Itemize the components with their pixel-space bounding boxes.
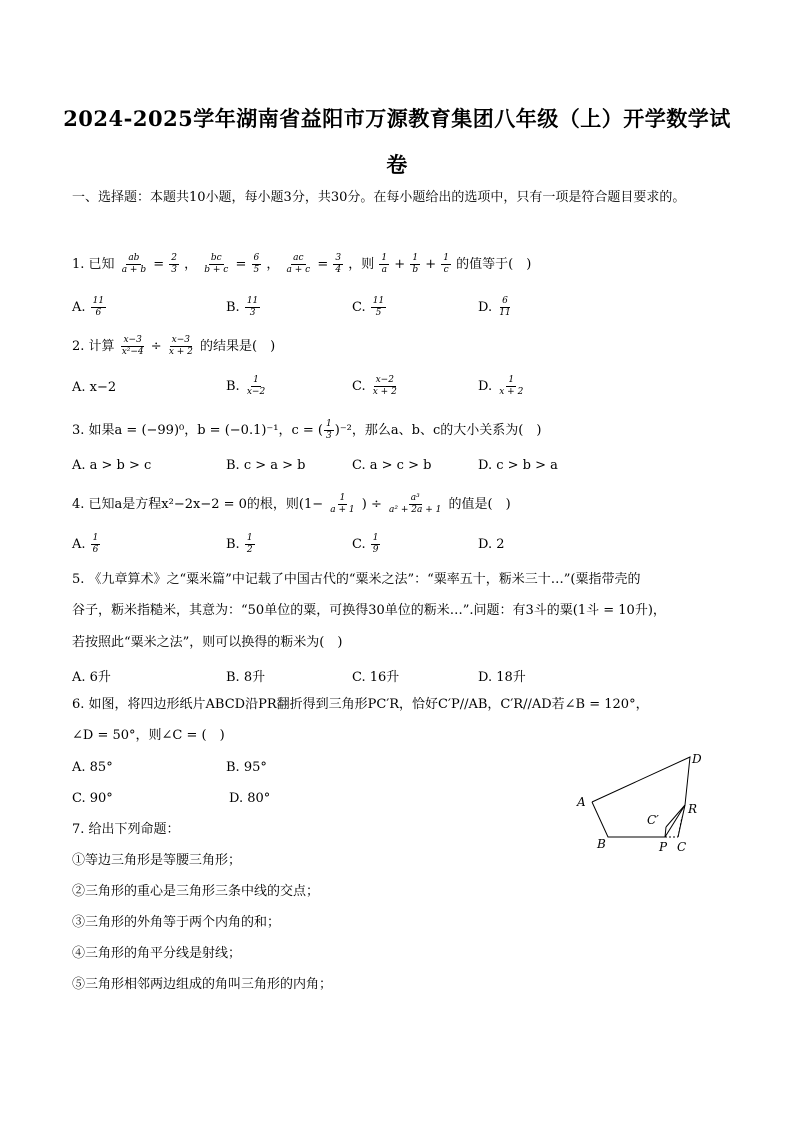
- q7-item-2: ②三角形的重心是三角形三条中线的交点；: [72, 884, 320, 899]
- q2-option-b[interactable]: B. $\frac{1}{x-2}$: [226, 375, 266, 397]
- label-b: B: [597, 837, 606, 851]
- q1-option-a[interactable]: A. $\frac{11}{6}$: [72, 296, 105, 318]
- label-p: P: [659, 840, 668, 854]
- label-c-prime: C′: [647, 813, 659, 827]
- q1-option-d[interactable]: D. $\frac{6}{11}$: [478, 296, 511, 318]
- q6-option-d[interactable]: D. 80°: [229, 791, 271, 806]
- q2-option-c[interactable]: C. $\frac{x-2}{x + 2}$: [352, 375, 397, 397]
- q3-option-b[interactable]: B. c > a > b: [226, 458, 306, 473]
- q3-option-c[interactable]: C. a > c > b: [352, 458, 432, 473]
- question-7: 7. 给出下列命题：: [72, 822, 180, 837]
- q7-item-3: ③三角形的外角等于两个内角的和；: [72, 915, 281, 930]
- q2-option-a[interactable]: A. x−2: [72, 380, 117, 395]
- q5-option-c[interactable]: C. 16升: [352, 670, 400, 685]
- question-1: 1. 已知 $\frac{ab}{a + b}$ = $\frac{2}{3}$ ， $\frac{bc}{b + c}$ = $\frac{6}{5}$ ， $\frac{ac}{a + c}$ = $\frac{3}{4}$ ，则 $\frac{1}{a}$ + $\frac{1}{b}$ + $\frac{1}{c}$ 的值等于( ): [72, 253, 532, 275]
- question-5-line-3: 若按照此“粟米之法”，则可以换得的粝米为( ): [72, 635, 343, 650]
- question-6-line-1: 6. 如图，将四边形纸片ABCD沿PR翻折得到三角形PC′R，恰好C′P//AB，C′R//AD若∠B = 120°，: [72, 697, 649, 712]
- question-5-line-1: 5. 《九章算术》之“粟米篇”中记载了中国古代的“粟米之法”：“粟率五十，粝米三十…”(粟指带壳的: [72, 572, 641, 587]
- label-r: R: [688, 802, 698, 816]
- q5-option-b[interactable]: B. 8升: [226, 670, 266, 685]
- page-title: 2024-2025学年湖南省益阳市万源教育集团八年级（上）开学数学试卷: [63, 106, 731, 177]
- q1-option-b[interactable]: B. $\frac{11}{3}$: [226, 296, 259, 318]
- q3-option-d[interactable]: D. c > b > a: [478, 458, 558, 473]
- question-3: 3. 如果a = (−99)⁰，b = (−0.1)⁻¹，c = ( $\frac{1}{3}$ )⁻²，那么a、b、c的大小关系为( ): [72, 419, 542, 441]
- question-5-line-2: 谷子，粝米指糙米，其意为：“50单位的粟，可换得30单位的粝米…”.问题：有3斗的粟(1斗 = 10升)，: [72, 603, 666, 618]
- label-d: D: [692, 752, 702, 766]
- question-6-line-2: ∠D = 50°，则∠C = ( ): [72, 728, 225, 743]
- q5-option-d[interactable]: D. 18升: [478, 670, 526, 685]
- q1-option-c[interactable]: C. $\frac{11}{5}$: [352, 296, 385, 318]
- question-4: 4. 已知a是方程x²−2x−2 = 0的根，则(1− $\frac{1}{a + 1}$ ) ÷ $\frac{\text{a³}}{\text{a² + 2a + 1}}$ 的值是( ): [72, 493, 511, 515]
- q4-option-c[interactable]: C. $\frac{1}{9}$: [352, 533, 379, 555]
- q4-option-b[interactable]: B. $\frac{1}{2}$: [226, 533, 253, 555]
- label-c: C: [677, 840, 687, 854]
- q6-option-b[interactable]: B. 95°: [226, 760, 267, 775]
- section-heading: 一、选择题：本题共10小题，每小题3分，共30分。在每小题给出的选项中，只有一项是符合题目要求的。: [72, 190, 686, 205]
- q3-option-a[interactable]: A. a > b > c: [72, 458, 152, 473]
- q7-item-1: ①等边三角形是等腰三角形；: [72, 853, 242, 868]
- question-2: 2. 计算 $\frac{x-3}{\text{x²−4}}$ ÷ $\frac{x-3}{x + 2}$ 的结果是( ): [72, 335, 276, 357]
- q7-item-5: ⑤三角形相邻两边组成的角叫三角形的内角；: [72, 977, 333, 992]
- q7-item-4: ④三角形的角平分线是射线；: [72, 946, 242, 961]
- q5-option-a[interactable]: A. 6升: [72, 670, 111, 685]
- q4-option-a[interactable]: A. $\frac{1}{6}$: [72, 533, 99, 555]
- q4-option-d[interactable]: D. 2: [478, 537, 505, 552]
- label-a: A: [577, 795, 586, 809]
- q2-option-d[interactable]: D. $\frac{1}{x + 2}$: [478, 375, 524, 397]
- q6-option-a[interactable]: A. 85°: [72, 760, 113, 775]
- q6-option-c[interactable]: C. 90°: [72, 791, 113, 806]
